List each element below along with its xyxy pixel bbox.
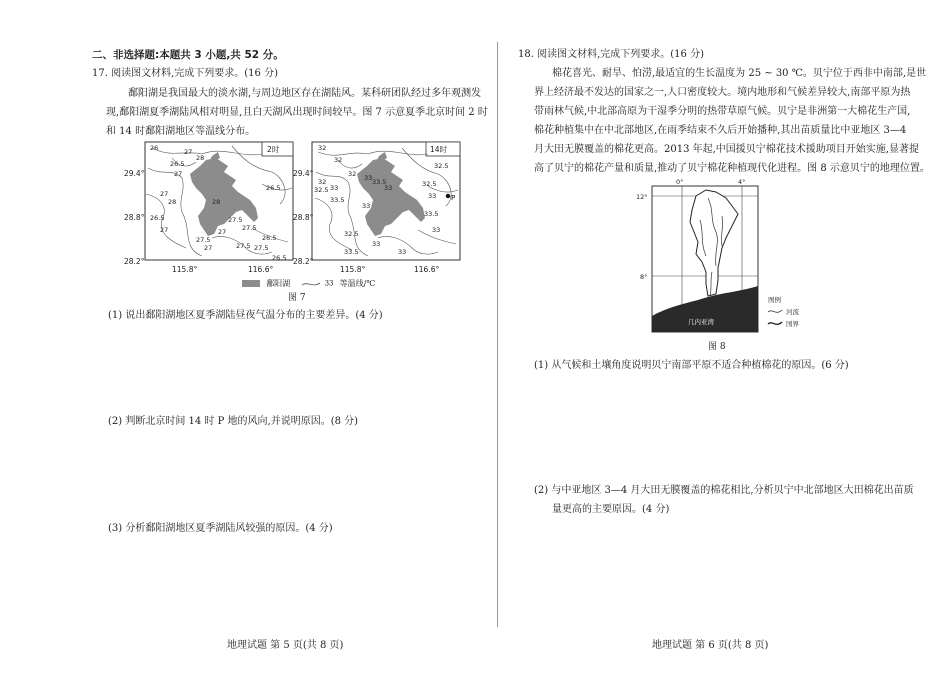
iso-label: 33 [364,174,373,182]
q17-para-line-3: 和 14 时鄱阳湖地区等温线分布。 [106,126,256,137]
iso-label: 33 [330,184,339,192]
iso-label: 33.5 [330,196,345,204]
lat-label-28-2-left: 28.2° [124,257,145,266]
q17-sub3: (3) 分析鄱阳湖地区夏季湖陆风较强的原因。(4 分) [108,523,333,534]
iso-label: 28 [168,198,177,206]
q18-sub2-line-2: 量更高的主要原因。(4 分) [552,504,670,515]
figure-7-maps [112,138,472,278]
time-label-2h: 2时 [267,145,280,154]
lat-label-8: 8° [640,273,648,281]
lon-label-115-8-right: 115.8° [340,265,366,274]
iso-label: 33 [398,248,407,256]
left-page [92,0,488,688]
iso-label: 32.5 [314,186,329,194]
iso-label: 28 [196,154,205,162]
iso-label: 27 [160,226,169,234]
right-page [518,0,930,688]
q18-para-line-2: 界上经济最不发达的国家之一,人口密度较大。境内地形和气候差异较大,南部平原为热 [534,87,911,98]
point-p-label: P [451,194,456,202]
iso-label: 28 [212,198,221,206]
q18-para-line-6: 高了贝宁的棉花产量和质量,推动了贝宁棉花种植现代化进程。图 8 示意贝宁的地理位置。 [534,163,930,174]
iso-label: 32 [318,178,327,186]
time-label-14h: 14时 [430,145,448,154]
footer-page-5: 地理试题 第 5 页(共 8 页) [227,640,344,651]
iso-label: 32 [334,156,343,164]
legend-border-label: 国界 [786,320,799,328]
figure-8-legend [768,295,800,328]
border-legend-icon [768,322,782,324]
lat-label-29-4-right: 29.4° [293,169,314,178]
iso-label: 32.5 [422,180,437,188]
map-2h [124,142,293,274]
iso-label: 26 [150,144,159,152]
iso-label: 27 [184,148,193,156]
lon-label-4: 4° [738,178,746,186]
iso-label: 33.5 [344,248,359,256]
iso-label: 33 [384,184,393,192]
legend-river-label: 河流 [786,308,799,316]
q18-para-line-1: 棉花喜光、耐旱、怕涝,最适宜的生长温度为 25 ~ 30 ℃。贝宁位于西非中南部,是世 [552,68,927,79]
q17-sub2: (2) 判断北京时间 14 时 P 地的风向,并说明原因。(8 分) [108,416,359,427]
iso-label: 32.5 [344,230,359,238]
q18-para-line-4: 棉花种植集中在中北部地区,在雨季结束不久后开始播种,其出苗质量比中亚地区 3—4 [534,125,907,136]
legend-iso-value: 33 [324,279,334,288]
figure-8-caption: 图 8 [708,342,726,352]
iso-label: 33 [428,192,437,200]
iso-label: 27 [204,244,213,252]
lon-label-0: 0° [676,178,684,186]
section-title: 二、非选择题:本题共 3 小题,共 52 分。 [92,49,284,61]
figure-7-legend [242,278,375,290]
lat-label-28-8-left: 28.8° [124,213,145,222]
q18-sub1: (1) 从气候和土壤角度说明贝宁南部平原不适合种植棉花的原因。(6 分) [534,360,849,371]
lat-label-28-8-right: 28.8° [293,213,314,222]
footer-page-6: 地理试题 第 6 页(共 8 页) [652,640,769,651]
map-14h [293,142,460,274]
iso-label: 33 [432,226,441,234]
iso-label: 27.5 [196,236,211,244]
iso-label: 32 [348,170,357,178]
lake-legend-swatch [242,280,260,287]
q18-sub2-line-1: (2) 与中亚地区 3—4 月大田无膜覆盖的棉花相比,分析贝宁中北部地区大田棉花出苗质 [534,485,914,496]
river-legend-icon [768,310,782,312]
iso-label: 26.5 [266,184,281,192]
q18-para-line-5: 月大田无膜覆盖的棉花更高。2013 年起,中国援贝宁棉花技术援助项目开始实施,显著提 [534,144,919,155]
iso-label: 33 [372,240,381,248]
iso-label: 32.5 [434,162,449,170]
page-divider [497,42,498,627]
iso-label: 27.5 [228,216,243,224]
q17-para-line-2: 现,鄱阳湖夏季湖陆风相对明显,且白天湖风出现时间较早。图 7 示意夏季北京时间 2 时 [106,107,488,118]
q17-sub1: (1) 说出鄱阳湖地区夏季湖陆昼夜气温分布的主要差异。(4 分) [108,310,383,321]
lon-label-116-6-left: 116.6° [248,265,274,274]
lon-label-116-6-right: 116.6° [414,265,440,274]
iso-label: 32 [318,144,327,152]
lon-label-115-8-left: 115.8° [172,265,198,274]
iso-label: 33.5 [372,178,387,186]
iso-label: 26.5 [272,254,287,262]
gulf-of-guinea-label: 几内亚湾 [688,318,714,326]
iso-label: 27 [218,228,227,236]
q17-heading: 17. 阅读图文材料,完成下列要求。(16 分) [92,68,278,79]
figure-7-caption: 图 7 [288,293,306,303]
lat-label-29-4-left: 29.4° [124,169,145,178]
figure-8-map [636,176,806,338]
iso-label: 26.5 [262,234,277,242]
point-p-marker [446,194,450,198]
iso-label: 26.5 [170,160,185,168]
legend-title: 图例 [768,296,781,304]
lat-label-28-2-right: 28.2° [293,257,314,266]
q17-para-line-1: 鄱阳湖是我国最大的淡水湖,与周边地区存在湖陆风。某科研团队经过多年观测发 [128,88,482,99]
legend-lake-label: 鄱阳湖 [266,279,291,288]
iso-label: 27.5 [242,224,257,232]
iso-label: 27.5 [254,244,269,252]
iso-label: 27 [160,190,169,198]
iso-label: 27.5 [236,242,251,250]
lat-label-12: 12° [636,193,648,201]
isotherm-legend-icon [301,280,321,288]
q18-para-line-3: 带雨林气候,中北部高原为干湿季分明的热带草原气候。贝宁是非洲第一大棉花生产国, [534,106,911,117]
iso-label: 27 [174,170,183,178]
iso-label: 33 [362,202,371,210]
iso-label: 26.5 [150,214,165,222]
legend-iso-label: 等温线/℃ [339,279,376,288]
iso-label: 33.5 [424,210,439,218]
q18-heading: 18. 阅读图文材料,完成下列要求。(16 分) [518,49,704,60]
